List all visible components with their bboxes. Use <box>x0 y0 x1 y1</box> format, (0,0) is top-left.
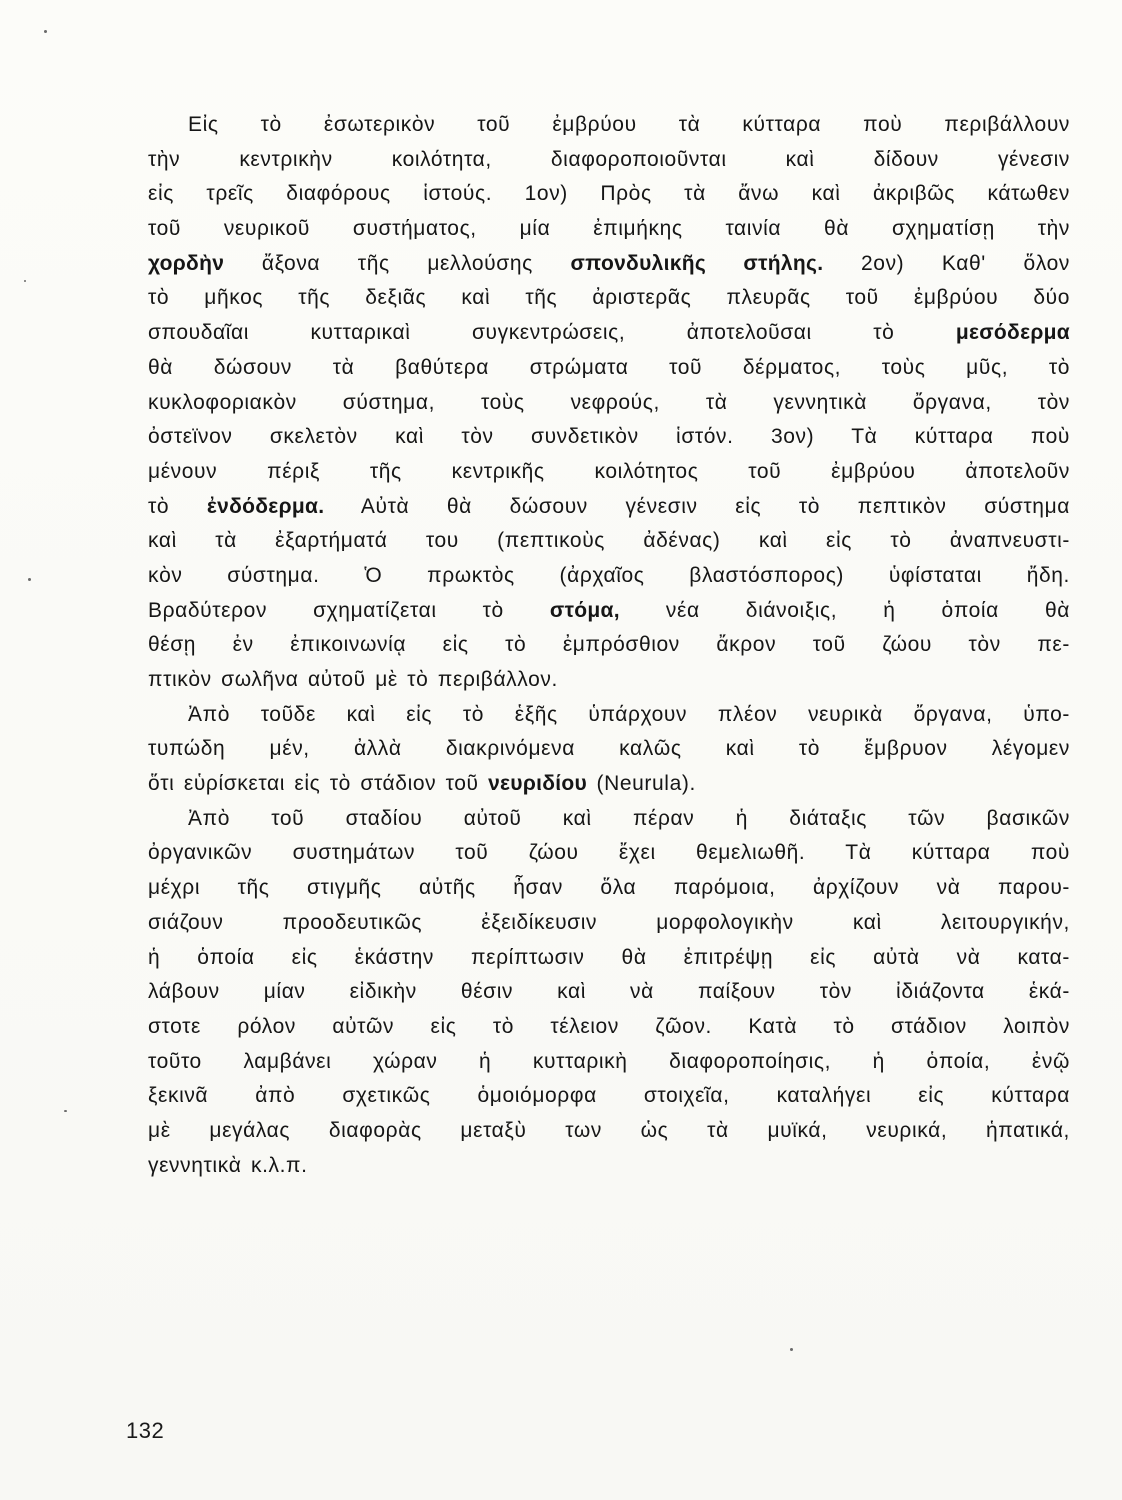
text-run: Ἀπὸ τοῦ σταδίου αὐτοῦ καὶ πέραν ἡ διάταξις τῶν βασικῶν <box>188 806 1070 830</box>
text-line <box>148 1045 1070 1080</box>
text-line <box>148 1114 1070 1149</box>
scan-speck <box>44 30 47 33</box>
bold-term: νευριδίου <box>488 772 588 796</box>
text-run: κὸν σύστημα. Ὁ πρωκτὸς (ἀρχαῖος βλαστόσπορος) ὑφίσταται ἤδη. <box>148 563 1070 587</box>
text-line <box>148 351 1070 386</box>
text-line <box>148 490 1070 525</box>
text-line <box>148 941 1070 976</box>
text-run: τοῦτο λαμβάνει χώραν ἡ κυτταρικὴ διαφοροποίησις, ἡ ὁποία, ἐνῷ <box>148 1049 1070 1073</box>
text-run: γεννητικὰ κ.λ.π. <box>148 1153 308 1177</box>
text-run: ξεκινᾶ ἀπὸ σχετικῶς ὁμοιόμορφα στοιχεῖα, καταλήγει εἰς κύτταρα <box>148 1084 1070 1108</box>
text-run: θὰ δώσουν τὰ βαθύτερα στρώματα τοῦ δέρματος, τοὺς μῦς, τὸ <box>148 355 1070 379</box>
text-run: Αὐτὰ θὰ δώσουν γένεσιν εἰς τὸ πεπτικὸν σύστημα <box>324 494 1071 518</box>
scan-speck <box>64 1110 67 1112</box>
text-line <box>148 732 1070 767</box>
text-run: τυπώδη μέν, ἀλλὰ διακρινόμενα καλῶς καὶ τὸ ἔμβρυον λέγομεν <box>148 737 1070 761</box>
text-run: (Neurula). <box>587 772 696 796</box>
text-line <box>148 177 1070 212</box>
text-run: μέχρι τῆς στιγμῆς αὐτῆς ἦσαν ὅλα παρόμοια, ἀρχίζουν νὰ παρου- <box>148 876 1070 900</box>
text-run: ὅτι εὑρίσκεται εἰς τὸ στάδιον τοῦ <box>148 772 489 796</box>
bold-term: σπονδυλικῆς στήλης. <box>570 251 824 275</box>
text-line <box>148 698 1070 733</box>
text-line <box>148 594 1070 629</box>
text-line <box>148 386 1070 421</box>
text-run: σπουδαῖαι κυτταρικαὶ συγκεντρώσεις, ἀποτελοῦσαι τὸ <box>148 321 956 345</box>
text-line <box>148 663 1070 698</box>
text-run: κυκλοφοριακὸν σύστημα, τοὺς νεφρούς, τὰ γεννητικὰ ὄργανα, τὸν <box>148 390 1070 414</box>
text-run: καὶ τὰ ἐξαρτήματά του (πεπτικοὺς ἀδένας) καὶ εἰς τὸ ἀναπνευστι- <box>148 529 1070 553</box>
scan-speck <box>28 578 31 581</box>
text-run: μένουν πέριξ τῆς κεντρικῆς κοιλότητος τοῦ ἐμβρύου ἀποτελοῦν <box>148 459 1070 483</box>
text-line <box>148 559 1070 594</box>
text-run: Βραδύτερον σχηματίζεται τὸ <box>148 598 550 622</box>
text-line <box>148 524 1070 559</box>
text-run: στοτε ρόλον αὐτῶν εἰς τὸ τέλειον ζῶον. Κατὰ τὸ στάδιον λοιπὸν <box>148 1014 1070 1038</box>
text-line <box>148 108 1070 143</box>
text-line <box>148 247 1070 282</box>
bold-term: χορδὴν <box>148 251 225 275</box>
text-line <box>148 1079 1070 1114</box>
text-line <box>148 212 1070 247</box>
text-run: Ἀπὸ τοῦδε καὶ εἰς τὸ ἑξῆς ὑπάρχουν πλέον νευρικὰ ὄργανα, ὑπο- <box>188 702 1070 726</box>
text-line <box>148 1149 1070 1184</box>
text-run: τὴν κεντρικὴν κοιλότητα, διαφοροποιοῦνται καὶ δίδουν γένεσιν <box>148 147 1070 171</box>
body-text <box>148 108 1070 1183</box>
text-run: εἰς τρεῖς διαφόρους ἱστούς. 1ον) Πρὸς τὰ ἄνω καὶ ἀκριβῶς κάτωθεν <box>148 182 1070 206</box>
text-line <box>148 871 1070 906</box>
text-line <box>148 1010 1070 1045</box>
text-line <box>148 420 1070 455</box>
scan-speck <box>790 1348 793 1351</box>
text-run: πτικὸν σωλῆνα αὐτοῦ μὲ τὸ περιβάλλον. <box>148 668 558 691</box>
text-run: σιάζουν προοδευτικῶς ἐξειδίκευσιν μορφολογικὴν καὶ λειτουργικήν, <box>148 910 1070 934</box>
text-line <box>148 281 1070 316</box>
bold-term: μεσόδερμα <box>955 321 1070 345</box>
text-line <box>148 906 1070 941</box>
text-run: ἄξονα τῆς μελλούσης <box>224 251 571 275</box>
text-line <box>148 975 1070 1010</box>
text-line <box>148 455 1070 490</box>
text-run: νέα διάνοιξις, ἡ ὁποία θὰ <box>619 598 1070 622</box>
text-run: ὀργανικῶν συστημάτων τοῦ ζώου ἔχει θεμελιωθῆ. Τὰ κύτταρα ποὺ <box>148 841 1070 865</box>
text-line <box>148 143 1070 178</box>
text-line <box>148 316 1070 351</box>
bold-term: στόμα, <box>549 598 620 622</box>
text-run: ὀστεϊνον σκελετὸν καὶ τὸν συνδετικὸν ἱστόν. 3ον) Τὰ κύτταρα ποὺ <box>148 425 1070 449</box>
text-run: λάβουν μίαν εἰδικὴν θέσιν καὶ νὰ παίξουν τὸν ἰδιάζοντα ἑκά- <box>148 980 1070 1004</box>
text-run: 2ον) Καθ' ὅλον <box>823 251 1070 275</box>
text-line <box>148 802 1070 837</box>
text-line <box>148 836 1070 871</box>
text-line <box>148 628 1070 663</box>
text-run: Εἰς τὸ ἐσωτερικὸν τοῦ ἐμβρύου τὰ κύτταρα ποὺ περιβάλλουν <box>188 113 1070 136</box>
page-number: 132 <box>126 1418 165 1443</box>
text-run: τοῦ νευρικοῦ συστήματος, μία ἐπιμήκης ταινία θὰ σχηματίσῃ τὴν <box>148 217 1070 241</box>
text-run: τὸ <box>148 494 207 518</box>
text-line <box>148 767 1070 802</box>
text-run: ἡ ὁποία εἰς ἑκάστην περίπτωσιν θὰ ἐπιτρέψῃ εἰς αὐτὰ νὰ κατα- <box>148 945 1070 969</box>
text-run: τὸ μῆκος τῆς δεξιᾶς καὶ τῆς ἀριστερᾶς πλευρᾶς τοῦ ἐμβρύου δύο <box>148 286 1070 310</box>
bold-term: ἐνδόδερμα. <box>206 494 325 518</box>
scan-speck <box>24 280 26 282</box>
text-run: θέσῃ ἐν ἐπικοινωνίᾳ εἰς τὸ ἐμπρόσθιον ἄκρον τοῦ ζώου τὸν πε- <box>148 633 1070 657</box>
text-run: μὲ μεγάλας διαφορὰς μεταξὺ των ὡς τὰ μυϊκά, νευρικά, ἡπατικά, <box>148 1118 1070 1142</box>
